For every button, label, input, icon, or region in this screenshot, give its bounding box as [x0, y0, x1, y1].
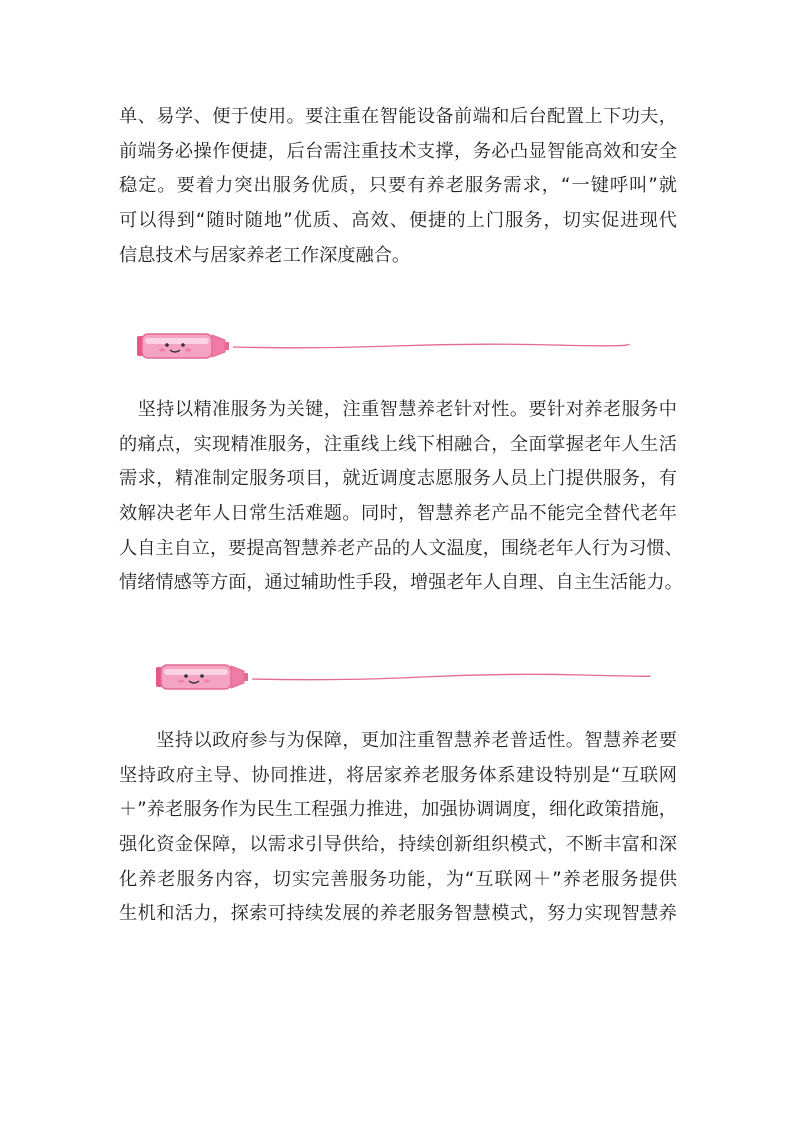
text-line: 强化资金保障，以需求引导供给，持续创新组织模式，不断丰富和深 — [119, 834, 677, 856]
text-line: 信息技术与居家养老工作深度融合。 — [119, 244, 411, 266]
marker-pen-icon — [156, 665, 248, 689]
marker-pen-icon — [137, 334, 229, 358]
divider-line — [233, 344, 629, 348]
text-line: 人自主自立，要提高智慧养老产品的人文温度，围绕老年人行为习惯、 — [119, 537, 683, 559]
pen-divider-icon — [152, 657, 652, 697]
text-line: 稳定。要着力突出服务优质，只要有养老服务需求，“一键呼叫”就 — [119, 175, 677, 197]
text-line: 情绪情感等方面，通过辅助性手段，增强老年人自理、自主生活能力。 — [119, 572, 683, 594]
text-line: 需求，精准制定服务项目，就近调度志愿服务人员上门提供服务，有 — [119, 468, 677, 490]
text-line: 坚持以精准服务为关键，注重智慧养老针对性。要针对养老服务中 — [119, 399, 677, 420]
text-line: 可以得到“随时随地”优质、高效、便捷的上门服务，切实促进现代 — [119, 210, 677, 232]
text-line: 单、易学、便于使用。要注重在智能设备前端和后台配置上下功夫， — [119, 106, 677, 127]
paragraph-2 — [119, 393, 683, 601]
pen-divider-icon — [133, 326, 633, 366]
divider-line — [252, 674, 650, 679]
text-line: 化养老服务内容，切实完善服务功能，为“互联网＋”养老服务提供 — [119, 868, 677, 890]
text-line: 生机和活力，探索可持续发展的养老服务智慧模式，努力实现智慧养 — [119, 903, 677, 925]
text-line: 坚持以政府参与为保障，更加注重智慧养老普适性。智慧养老要 — [119, 730, 677, 751]
text-line: 坚持政府主导、协同推进，将居家养老服务体系建设特别是“互联网 — [119, 764, 677, 786]
paragraph-1 — [119, 100, 677, 273]
text-line: 的痛点，实现精准服务，注重线上线下相融合，全面掌握老年人生活 — [119, 433, 677, 455]
text-line: 前端务必操作便捷，后台需注重技术支撑，务必凸显智能高效和安全 — [119, 140, 677, 162]
text-line: 效解决老年人日常生活难题。同时，智慧养老产品不能完全替代老年 — [119, 503, 677, 525]
paragraph-3 — [119, 724, 677, 932]
text-line: ＋”养老服务作为民生工程强力推进，加强协调调度，细化政策措施， — [119, 799, 677, 821]
